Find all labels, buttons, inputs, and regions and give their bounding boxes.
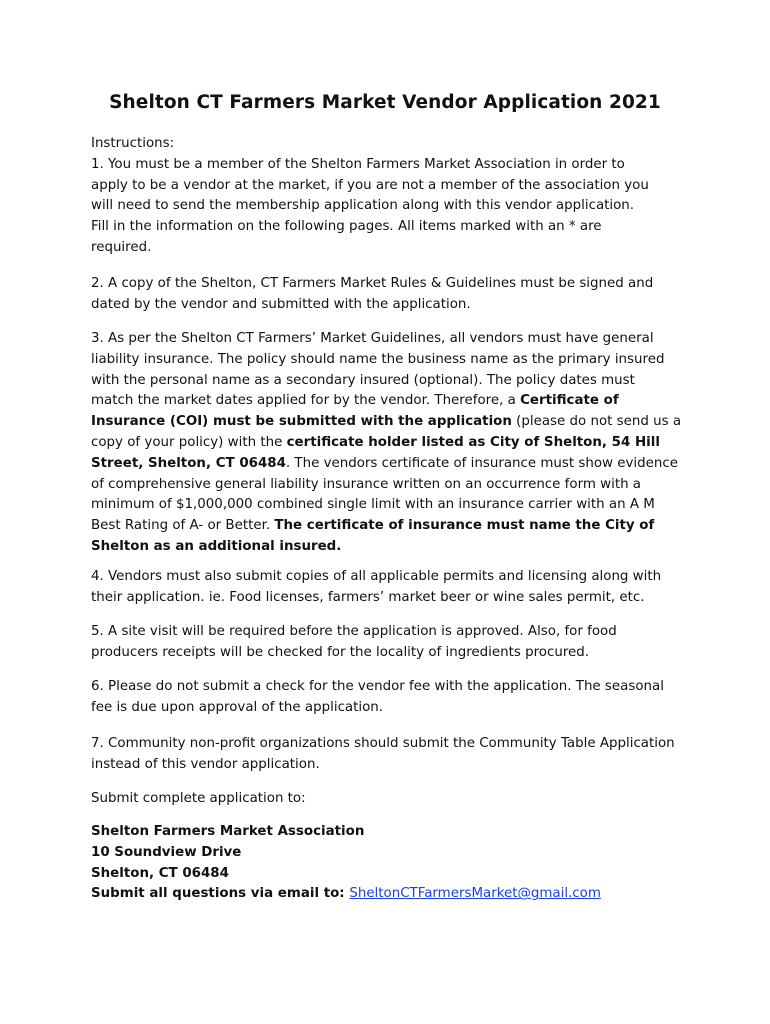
submit-block [91, 789, 691, 810]
item3-line [91, 537, 691, 558]
item2-line: 2. A copy of the Shelton, CT Farmers Market Rules & Guidelines must be signed and [91, 276, 654, 291]
item3-line: minimum of $1,000,000 combined single limit with an insurance carrier with an A M [91, 497, 655, 513]
item3-text: copy of your policy) with the [91, 434, 287, 450]
page-title: Shelton CT Farmers Market Vendor Application 2021 [109, 92, 661, 113]
email-link[interactable]: SheltonCTFarmersMarket@gmail.com [349, 886, 601, 902]
item3-line [91, 454, 691, 475]
item3-text: . The vendors certificate of insurance must show evidence [285, 455, 678, 471]
item1-line: 1. You must be a member of the Shelton Farmers Market Association in order to [91, 156, 625, 172]
item3-line [91, 516, 691, 537]
item1-line: will need to send the membership application along with this vendor application. [91, 198, 635, 214]
address-org: Shelton Farmers Market Association [91, 824, 365, 839]
item4-line: 4. Vendors must also submit copies of all applicable permits and licensing along with [91, 569, 662, 584]
item1-line: Fill in the information on the following pages. All items marked with an * are [91, 219, 602, 235]
item2-line: dated by the vendor and submitted with the application. [91, 296, 471, 312]
item3-line [91, 391, 691, 412]
item5-line: 5. A site visit will be required before the application is approved. Also, for food [91, 624, 617, 639]
item3-text: (please do not send us a [511, 414, 682, 430]
item3-line [91, 433, 691, 454]
questions-label: Submit all questions via email to: [91, 886, 350, 902]
item6-block [91, 677, 691, 719]
item2-block [91, 274, 691, 316]
item7-block [91, 734, 691, 776]
address-block [91, 822, 691, 905]
questions-line [91, 884, 691, 905]
item3-line [91, 412, 691, 433]
address-city: Shelton, CT 06484 [91, 865, 229, 881]
item4-line: their application. ie. Food licenses, farmers’ market beer or wine sales permit, etc. [91, 589, 645, 605]
item6-line: 6. Please do not submit a check for the vendor fee with the application. The seasonal [91, 679, 664, 694]
item3-line: 3. As per the Shelton CT Farmers’ Market Guidelines, all vendors must have general [91, 331, 654, 346]
certificate-holder-emphasis: Street, Shelton, CT 06484 [91, 455, 286, 471]
item3-line: liability insurance. The policy should name the business name as the primary insured [91, 351, 665, 367]
coi-emphasis: Certificate of [520, 393, 619, 409]
submit-label: Submit complete application to: [91, 791, 306, 806]
item1-line: required. [91, 239, 152, 255]
address-street: 10 Soundview Drive [91, 844, 242, 860]
item3-line: of comprehensive general liability insurance written on an occurrence form with a [91, 476, 642, 492]
item7-line: instead of this vendor application. [91, 756, 320, 772]
instructions-label: Instructions: [91, 136, 175, 151]
item3-text: Best Rating of A- or Better. [91, 518, 275, 534]
instructions-block [91, 134, 691, 259]
item7-line: 7. Community non-profit organizations should submit the Community Table Application [91, 736, 675, 751]
item3-line: with the personal name as a secondary insured (optional). The policy dates must [91, 372, 635, 388]
item4-block [91, 567, 691, 609]
item3-text: match the market dates applied for by the vendor. Therefore, a [91, 393, 521, 409]
item5-line: producers receipts will be checked for the locality of ingredients procured. [91, 644, 590, 660]
item5-block [91, 622, 691, 664]
coi-emphasis: Insurance (COI) must be submitted with the application [91, 414, 512, 430]
item1-line: apply to be a vendor at the market, if you are not a member of the association you [91, 177, 649, 193]
item3-block [91, 329, 691, 558]
certificate-holder-emphasis: certificate holder listed as City of Shelton, 54 Hill [286, 434, 660, 450]
additional-insured-emphasis: The certificate of insurance must name the City of [274, 518, 655, 534]
additional-insured-emphasis: Shelton as an additional insured. [91, 538, 342, 554]
item6-line: fee is due upon approval of the application. [91, 699, 384, 715]
